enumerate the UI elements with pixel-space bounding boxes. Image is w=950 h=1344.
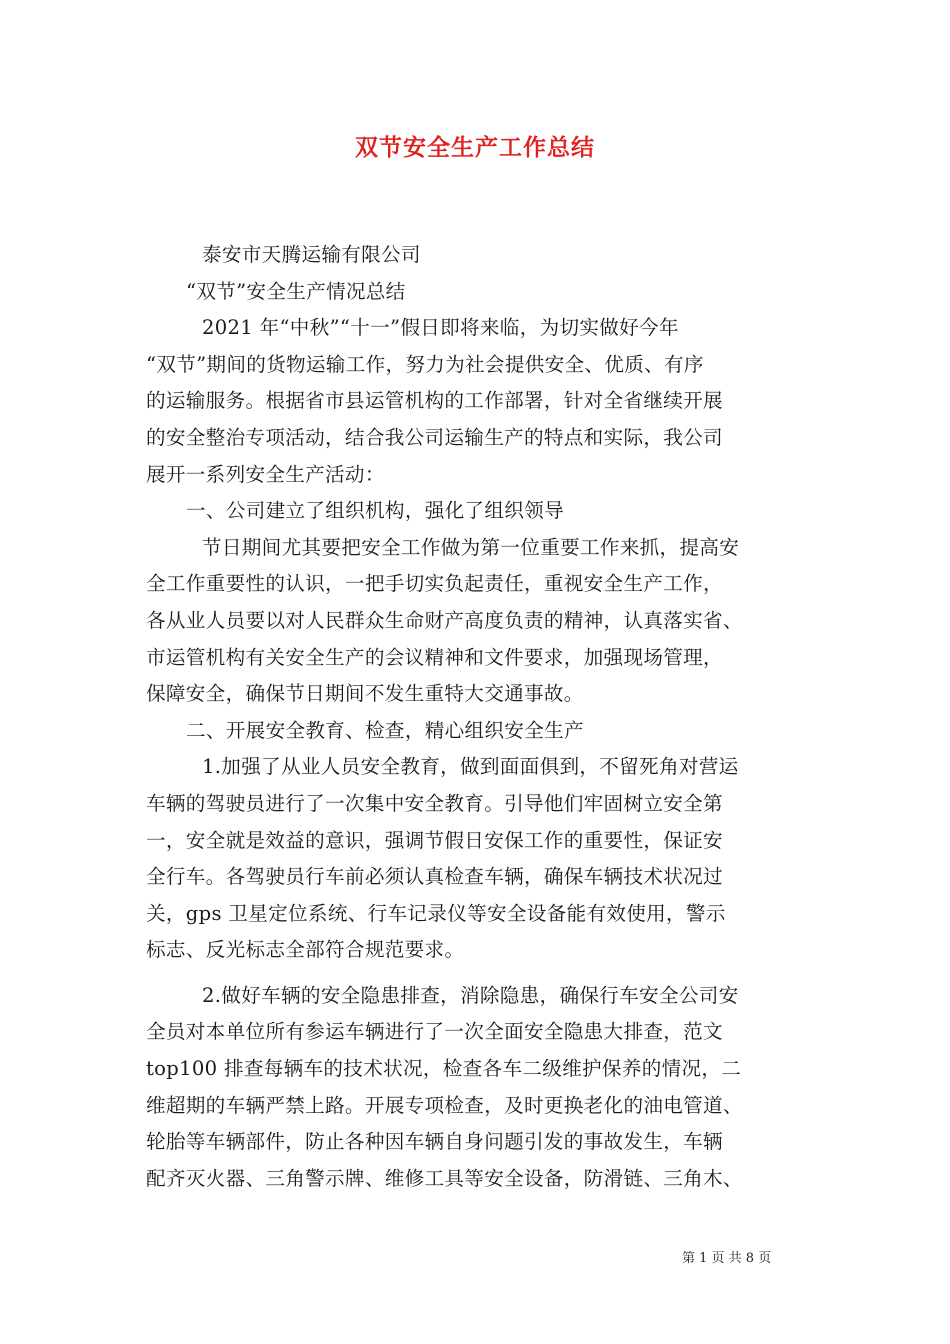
text-line: 配齐灭火器、三角警示牌、维修工具等安全设备，防滑链、三角木、 xyxy=(146,1166,743,1190)
text-line: 1.加强了从业人员安全教育，做到面面俱到，不留死角对营运 xyxy=(202,755,739,779)
text-line: 2021 年“中秋”“十一”假日即将来临，为切实做好今年 xyxy=(202,316,679,340)
text-line: 各从业人员要以对人民群众生命财产高度负责的精神，认真落实省、 xyxy=(146,608,743,632)
text-line: 车辆的驾驶员进行了一次集中安全教育。引导他们牢固树立安全第 xyxy=(146,791,723,815)
text-line: 一、公司建立了组织机构，强化了组织领导 xyxy=(186,499,564,523)
text-line: “双节”安全生产情况总结 xyxy=(186,279,406,303)
text-line: 标志、反光标志全部符合规范要求。 xyxy=(146,938,465,962)
text-line: top100 排查每辆车的技术状况，检查各车二级维护保养的情况，二 xyxy=(146,1057,742,1081)
text-line: “双节”期间的货物运输工作，努力为社会提供安全、优质、有序 xyxy=(146,352,704,376)
text-line: 泰安市天腾运输有限公司 xyxy=(202,243,421,266)
text-line: 的安全整治专项活动，结合我公司运输生产的特点和实际，我公司 xyxy=(146,425,723,449)
text-line: 节日期间尤其要把安全工作做为第一位重要工作来抓，提高安 xyxy=(202,535,740,559)
text-line: 保障安全，确保节日期间不发生重特大交通事故。 xyxy=(146,682,584,706)
document-title: 双节安全生产工作总结 xyxy=(355,134,595,161)
document-body xyxy=(146,237,826,1197)
page-number: 第 1 页 共 8 页 xyxy=(682,1251,772,1266)
text-line: 展开一系列安全生产活动： xyxy=(146,462,385,486)
text-line: 轮胎等车辆部件，防止各种因车辆自身问题引发的事故发生，车辆 xyxy=(146,1130,723,1154)
text-line: 维超期的车辆严禁上路。开展专项检查，及时更换老化的油电管道、 xyxy=(146,1093,743,1117)
text-line: 市运管机构有关安全生产的会议精神和文件要求，加强现场管理， xyxy=(146,645,723,669)
text-line: 的运输服务。根据省市县运管机构的工作部署，针对全省继续开展 xyxy=(146,389,723,413)
text-line: 全工作重要性的认识，一把手切实负起责任，重视安全生产工作， xyxy=(146,572,723,596)
text-line: 2.做好车辆的安全隐患排查，消除隐患，确保行车安全公司安 xyxy=(202,983,739,1007)
text-line: 全行车。各驾驶员行车前必须认真检查车辆，确保车辆技术状况过 xyxy=(146,865,723,889)
text-line: 全员对本单位所有参运车辆进行了一次全面安全隐患大排查，范文 xyxy=(146,1020,723,1044)
text-line: 二、开展安全教育、检查，精心组织安全生产 xyxy=(186,718,584,742)
text-line: 一，安全就是效益的意识，强调节假日安保工作的重要性，保证安 xyxy=(146,828,723,852)
text-line: 关，gps 卫星定位系统、行车记录仪等安全设备能有效使用，警示 xyxy=(146,901,726,925)
